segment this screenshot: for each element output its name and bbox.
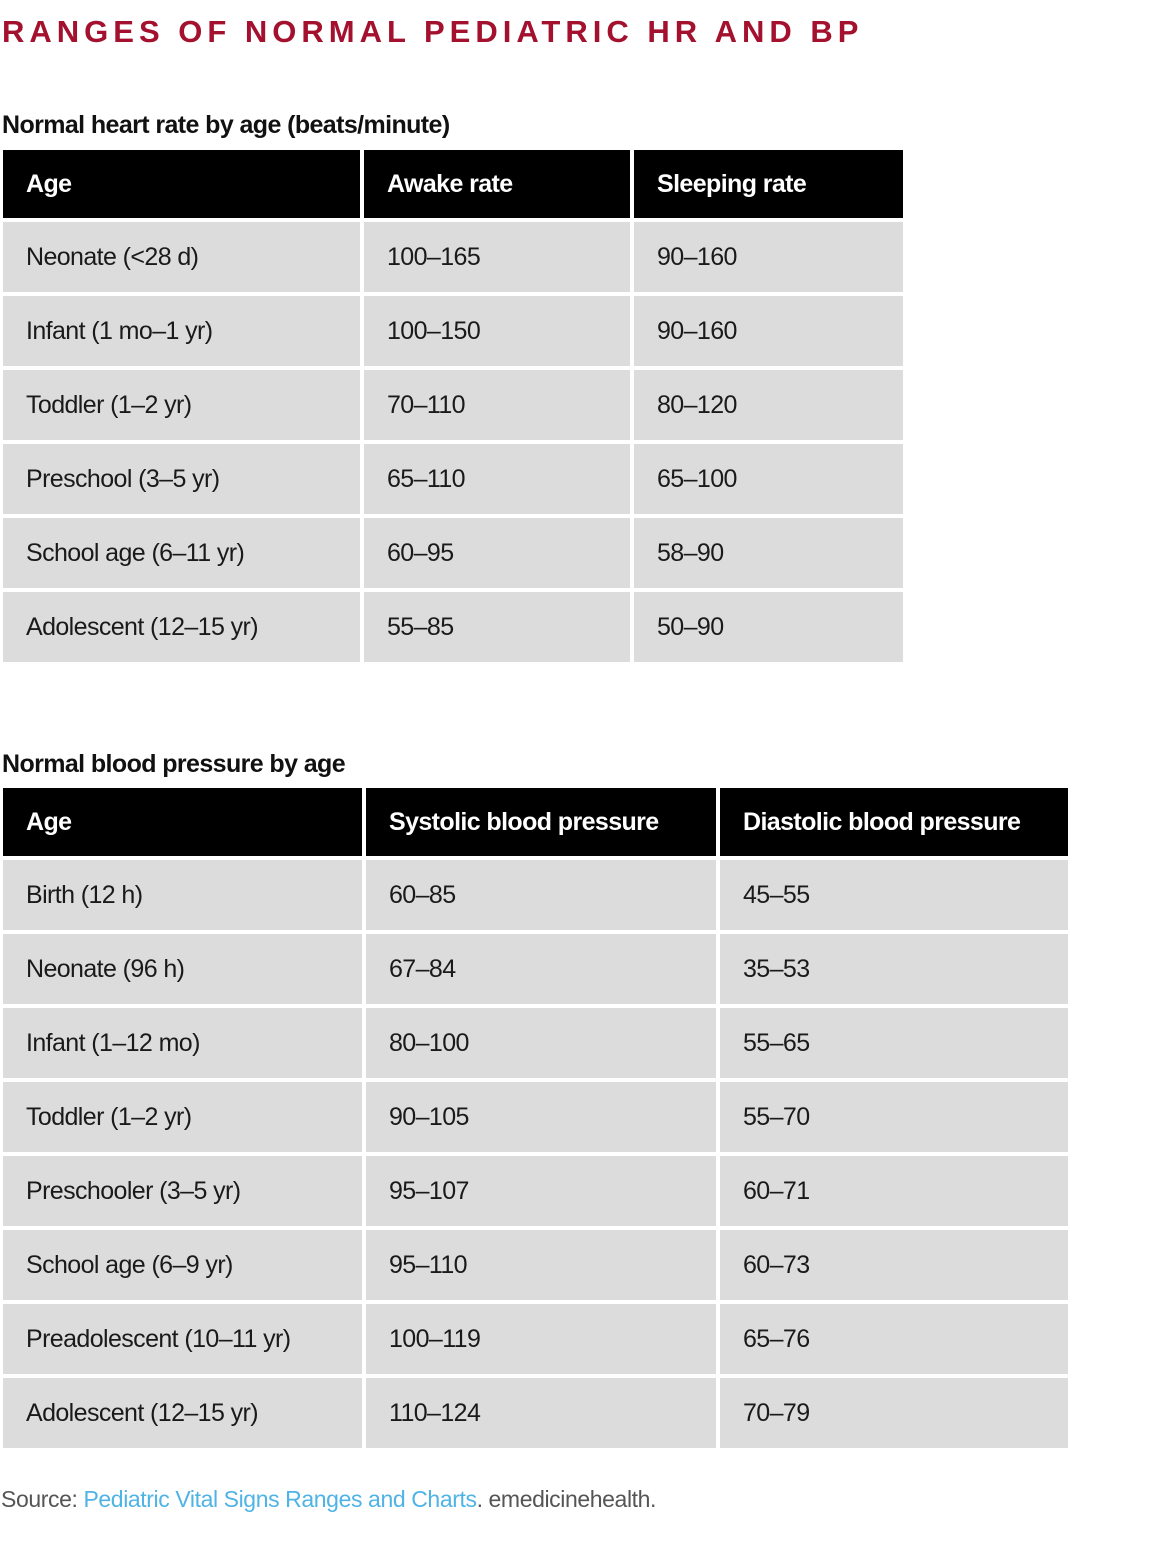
- table-cell: Birth (12 h): [3, 860, 362, 930]
- table-cell: Infant (1 mo–1 yr): [3, 296, 360, 366]
- table-cell: 50–90: [634, 592, 903, 662]
- table-cell: 55–65: [720, 1008, 1068, 1078]
- table-cell: Preschool (3–5 yr): [3, 444, 360, 514]
- column-header: Sleeping rate: [634, 150, 903, 218]
- table-cell: 60–73: [720, 1230, 1068, 1300]
- table-cell: 65–100: [634, 444, 903, 514]
- table-cell: School age (6–9 yr): [3, 1230, 362, 1300]
- table-cell: 90–160: [634, 222, 903, 292]
- heart-rate-heading: Normal heart rate by age (beats/minute): [2, 111, 450, 139]
- table-cell: 100–150: [364, 296, 630, 366]
- table-cell: 90–160: [634, 296, 903, 366]
- table-cell: 90–105: [366, 1082, 716, 1152]
- blood-pressure-table: [3, 788, 1068, 1448]
- table-cell: 100–119: [366, 1304, 716, 1374]
- table-cell: 65–76: [720, 1304, 1068, 1374]
- table-cell: 58–90: [634, 518, 903, 588]
- table-cell: 55–85: [364, 592, 630, 662]
- table-cell: 65–110: [364, 444, 630, 514]
- table-cell: School age (6–11 yr): [3, 518, 360, 588]
- table-cell: 95–110: [366, 1230, 716, 1300]
- page-title: RANGES OF NORMAL PEDIATRIC HR AND BP: [2, 14, 864, 49]
- table-cell: 80–100: [366, 1008, 716, 1078]
- column-header: Age: [3, 150, 360, 218]
- table-cell: 100–165: [364, 222, 630, 292]
- source-note: [1, 1486, 656, 1513]
- column-header: Systolic blood pressure: [366, 788, 716, 856]
- column-header: Diastolic blood pressure: [720, 788, 1068, 856]
- heart-rate-table: [3, 150, 903, 662]
- table-cell: 67–84: [366, 934, 716, 1004]
- table-cell: Preschooler (3–5 yr): [3, 1156, 362, 1226]
- table-cell: 60–71: [720, 1156, 1068, 1226]
- source-suffix: . emedicinehealth.: [476, 1486, 657, 1512]
- table-cell: Neonate (96 h): [3, 934, 362, 1004]
- table-cell: 95–107: [366, 1156, 716, 1226]
- table-cell: Toddler (1–2 yr): [3, 370, 360, 440]
- table-cell: 60–85: [366, 860, 716, 930]
- table-cell: 60–95: [364, 518, 630, 588]
- table-cell: 110–124: [366, 1378, 716, 1448]
- source-prefix: Source:: [1, 1486, 84, 1512]
- table-cell: 70–79: [720, 1378, 1068, 1448]
- table-cell: 70–110: [364, 370, 630, 440]
- source-link[interactable]: Pediatric Vital Signs Ranges and Charts: [83, 1486, 477, 1512]
- table-cell: Infant (1–12 mo): [3, 1008, 362, 1078]
- table-cell: 35–53: [720, 934, 1068, 1004]
- table-cell: Toddler (1–2 yr): [3, 1082, 362, 1152]
- blood-pressure-heading: Normal blood pressure by age: [2, 750, 346, 778]
- table-cell: Neonate (<28 d): [3, 222, 360, 292]
- table-cell: Preadolescent (10–11 yr): [3, 1304, 362, 1374]
- table-cell: Adolescent (12–15 yr): [3, 592, 360, 662]
- column-header: Age: [3, 788, 362, 856]
- table-cell: 80–120: [634, 370, 903, 440]
- table-cell: 55–70: [720, 1082, 1068, 1152]
- table-cell: Adolescent (12–15 yr): [3, 1378, 362, 1448]
- column-header: Awake rate: [364, 150, 630, 218]
- table-cell: 45–55: [720, 860, 1068, 930]
